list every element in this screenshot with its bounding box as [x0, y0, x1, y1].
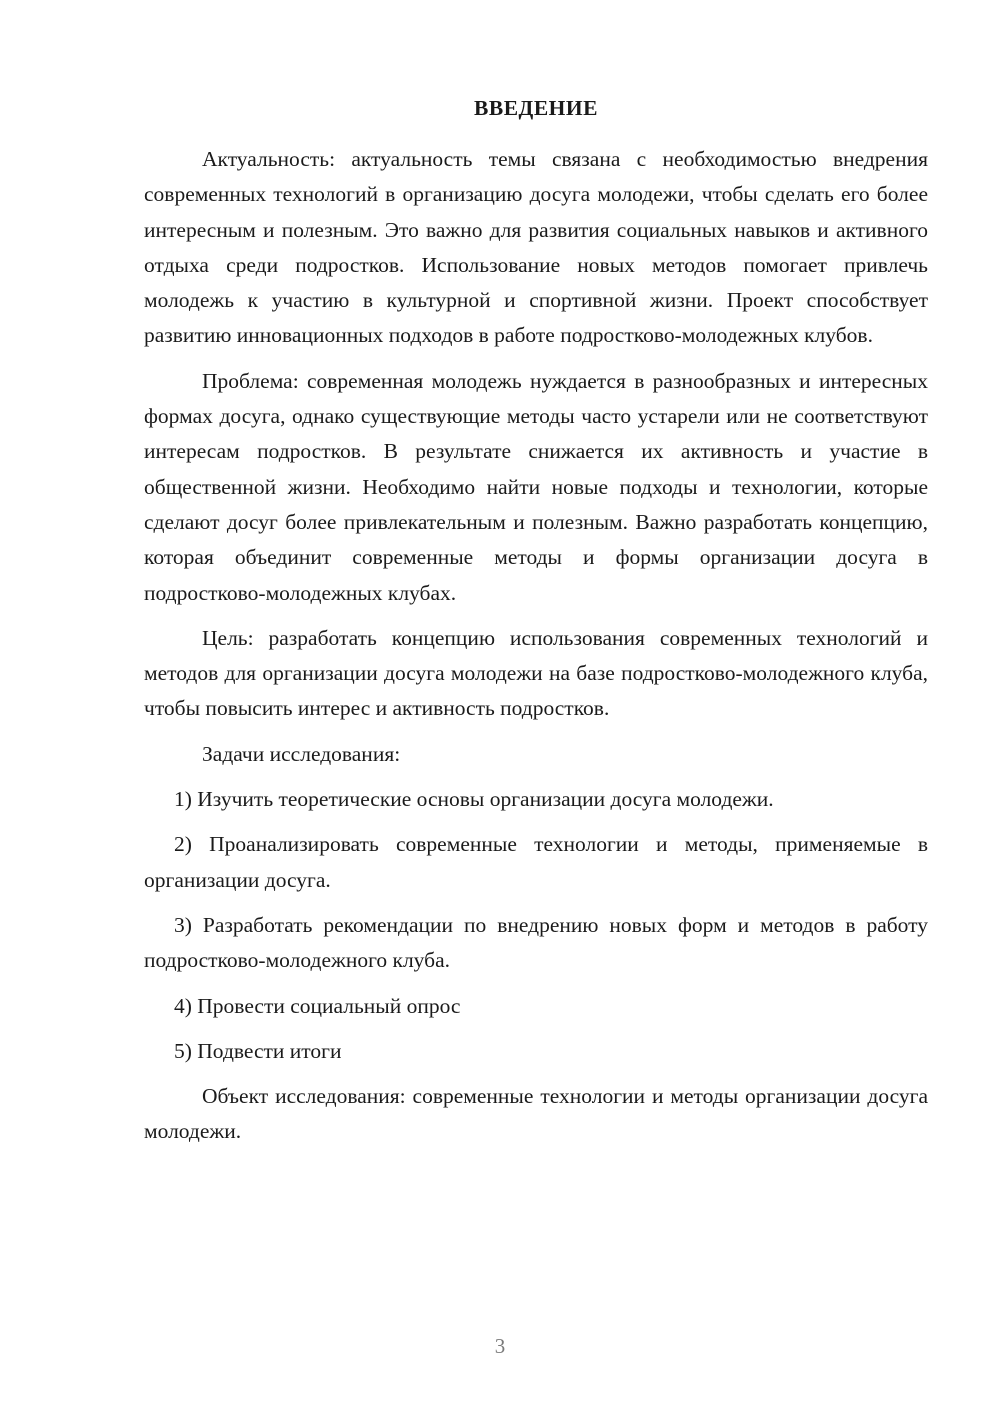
document-body	[144, 142, 928, 1160]
object-paragraph: Объект исследования: современные технологии и методы организации досуга молодежи.	[144, 1084, 928, 1144]
task-item-2: 2) Проанализировать современные технологии и методы, применяемые в организации досуга.	[144, 832, 928, 892]
page-title: ВВЕДЕНИЕ	[474, 96, 598, 120]
problem-paragraph: Проблема: современная молодежь нуждается в разнообразных и интересных формах досуга, однако существующие методы часто устарели или не соответствуют интересам подростков. В результате снижается их активность и участие в общественной жизни. Необходимо найти новые подходы и технологии, которые сделают досуг более привлекательным и полезным. Важно разработать концепцию, которая объединит современные методы и формы организации досуга в подростково-молодежных клубах.	[144, 368, 928, 605]
task-item-5: 5) Подвести итоги	[174, 1038, 342, 1063]
relevance-paragraph: Актуальность: актуальность темы связана с необходимостью внедрения современных технологий в организацию досуга молодежи, чтобы сделать его более интересным и полезным. Это важно для развития социальных навыков и активного отдыха среди подростков. Использование новых методов помогает привлечь молодежь к участию в культурной и спортивной жизни. Проект способствует развитию инновационных подходов в работе подростково-молодежных клубов.	[144, 147, 928, 348]
page-number: 3	[494, 1334, 506, 1358]
task-item-3: 3) Разработать рекомендации по внедрению новых форм и методов в работу подростково-молодежного клуба.	[144, 912, 928, 973]
task-item-1: 1) Изучить теоретические основы организации досуга молодежи.	[174, 787, 774, 812]
goal-paragraph: Цель: разработать концепцию использования современных технологий и методов для организации досуга молодежи на базе подростково-молодежного клуба, чтобы повысить интерес и активность подростков.	[144, 625, 928, 721]
task-item-4: 4) Провести социальный опрос	[174, 993, 461, 1018]
tasks-heading: Задачи исследования:	[202, 741, 401, 766]
